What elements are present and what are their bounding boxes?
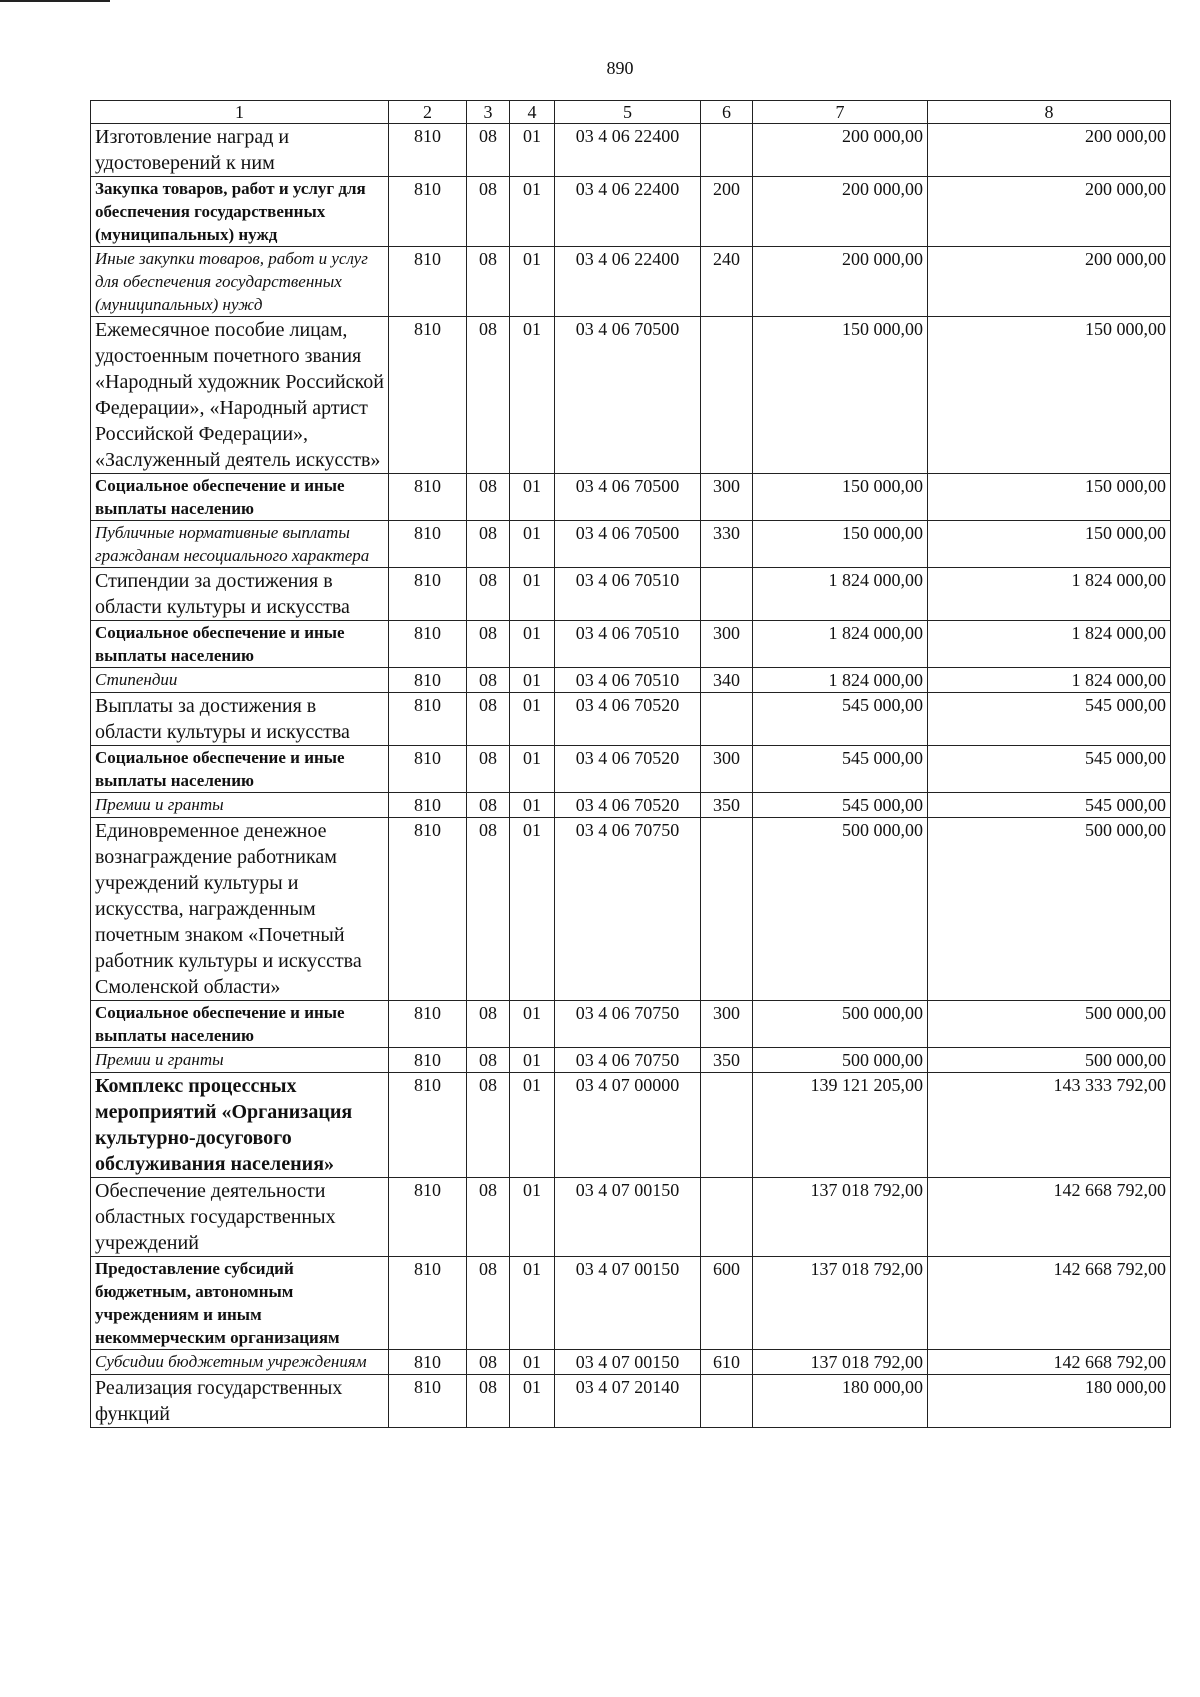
row-ministry-code: 810 xyxy=(389,177,467,247)
row-ministry-code: 810 xyxy=(389,621,467,668)
row-ministry-code: 810 xyxy=(389,568,467,621)
row-amount-year-2: 180 000,00 xyxy=(928,1375,1171,1428)
table-body xyxy=(91,101,1171,1428)
column-header-7: 7 xyxy=(753,101,928,124)
row-amount-year-2: 150 000,00 xyxy=(928,317,1171,474)
row-target-article: 03 4 07 20140 xyxy=(555,1375,701,1428)
row-expense-type: 300 xyxy=(701,474,753,521)
row-subsection-code: 01 xyxy=(510,746,555,793)
row-amount-year-2: 150 000,00 xyxy=(928,521,1171,568)
table-row xyxy=(91,1073,1171,1178)
row-name: Единовременное денежное вознаграждение работникам учреждений культуры и искусства, награжденным почетным знаком «Почетный работник культуры и искусства Смоленской области» xyxy=(91,818,389,1001)
table-row xyxy=(91,521,1171,568)
row-expense-type xyxy=(701,693,753,746)
table-row xyxy=(91,568,1171,621)
row-amount-year-2: 1 824 000,00 xyxy=(928,621,1171,668)
row-expense-type: 340 xyxy=(701,668,753,693)
column-header-2: 2 xyxy=(389,101,467,124)
row-expense-type xyxy=(701,317,753,474)
table-row xyxy=(91,621,1171,668)
row-subsection-code: 01 xyxy=(510,474,555,521)
row-ministry-code: 810 xyxy=(389,818,467,1001)
row-amount-year-2: 150 000,00 xyxy=(928,474,1171,521)
row-expense-type: 600 xyxy=(701,1257,753,1350)
row-ministry-code: 810 xyxy=(389,1178,467,1257)
table-row xyxy=(91,247,1171,317)
row-amount-year-1: 545 000,00 xyxy=(753,693,928,746)
row-subsection-code: 01 xyxy=(510,247,555,317)
column-header-5: 5 xyxy=(555,101,701,124)
row-target-article: 03 4 06 70750 xyxy=(555,818,701,1001)
row-amount-year-2: 142 668 792,00 xyxy=(928,1350,1171,1375)
row-target-article: 03 4 06 70510 xyxy=(555,621,701,668)
row-name: Обеспечение деятельности областных государственных учреждений xyxy=(91,1178,389,1257)
row-section-code: 08 xyxy=(467,177,510,247)
row-expense-type: 350 xyxy=(701,793,753,818)
page-number: 890 xyxy=(606,58,634,78)
row-section-code: 08 xyxy=(467,1178,510,1257)
row-subsection-code: 01 xyxy=(510,818,555,1001)
row-ministry-code: 810 xyxy=(389,317,467,474)
row-ministry-code: 810 xyxy=(389,746,467,793)
row-expense-type xyxy=(701,568,753,621)
row-section-code: 08 xyxy=(467,1048,510,1073)
column-header-3: 3 xyxy=(467,101,510,124)
row-subsection-code: 01 xyxy=(510,1350,555,1375)
row-expense-type: 300 xyxy=(701,746,753,793)
row-section-code: 08 xyxy=(467,746,510,793)
row-subsection-code: 01 xyxy=(510,124,555,177)
row-name: Стипендии за достижения в области культуры и искусства xyxy=(91,568,389,621)
row-ministry-code: 810 xyxy=(389,247,467,317)
row-amount-year-1: 500 000,00 xyxy=(753,818,928,1001)
row-target-article: 03 4 06 70500 xyxy=(555,521,701,568)
row-name: Иные закупки товаров, работ и услуг для обеспечения государственных (муниципальных) нужд xyxy=(91,247,389,317)
top-rule xyxy=(0,0,110,2)
row-section-code: 08 xyxy=(467,1257,510,1350)
row-expense-type xyxy=(701,124,753,177)
budget-table xyxy=(90,100,1171,1428)
row-section-code: 08 xyxy=(467,568,510,621)
row-amount-year-1: 500 000,00 xyxy=(753,1001,928,1048)
table-row xyxy=(91,1257,1171,1350)
row-name: Комплекс процессных мероприятий «Организация культурно-досугового обслуживания населения» xyxy=(91,1073,389,1178)
row-amount-year-2: 545 000,00 xyxy=(928,793,1171,818)
row-section-code: 08 xyxy=(467,693,510,746)
row-amount-year-1: 1 824 000,00 xyxy=(753,621,928,668)
row-amount-year-1: 545 000,00 xyxy=(753,746,928,793)
row-section-code: 08 xyxy=(467,1375,510,1428)
row-ministry-code: 810 xyxy=(389,1375,467,1428)
row-amount-year-1: 200 000,00 xyxy=(753,124,928,177)
row-expense-type: 200 xyxy=(701,177,753,247)
row-amount-year-1: 150 000,00 xyxy=(753,317,928,474)
row-amount-year-1: 150 000,00 xyxy=(753,521,928,568)
table-row xyxy=(91,124,1171,177)
row-target-article: 03 4 07 00150 xyxy=(555,1178,701,1257)
row-expense-type: 300 xyxy=(701,621,753,668)
row-target-article: 03 4 06 22400 xyxy=(555,177,701,247)
row-ministry-code: 810 xyxy=(389,474,467,521)
row-expense-type xyxy=(701,1073,753,1178)
row-subsection-code: 01 xyxy=(510,1375,555,1428)
row-amount-year-1: 150 000,00 xyxy=(753,474,928,521)
row-ministry-code: 810 xyxy=(389,793,467,818)
row-section-code: 08 xyxy=(467,818,510,1001)
row-name: Изготовление наград и удостоверений к ним xyxy=(91,124,389,177)
row-amount-year-1: 1 824 000,00 xyxy=(753,568,928,621)
row-amount-year-1: 180 000,00 xyxy=(753,1375,928,1428)
column-header-8: 8 xyxy=(928,101,1171,124)
row-subsection-code: 01 xyxy=(510,1048,555,1073)
row-amount-year-2: 500 000,00 xyxy=(928,1001,1171,1048)
table-row xyxy=(91,1375,1171,1428)
row-name: Закупка товаров, работ и услуг для обеспечения государственных (муниципальных) нужд xyxy=(91,177,389,247)
row-amount-year-1: 200 000,00 xyxy=(753,247,928,317)
row-expense-type: 300 xyxy=(701,1001,753,1048)
row-expense-type xyxy=(701,1375,753,1428)
row-target-article: 03 4 06 22400 xyxy=(555,247,701,317)
row-subsection-code: 01 xyxy=(510,317,555,474)
row-expense-type: 240 xyxy=(701,247,753,317)
row-section-code: 08 xyxy=(467,668,510,693)
row-name: Социальное обеспечение и иные выплаты населению xyxy=(91,621,389,668)
row-section-code: 08 xyxy=(467,247,510,317)
column-header-1: 1 xyxy=(91,101,389,124)
row-amount-year-2: 500 000,00 xyxy=(928,1048,1171,1073)
row-section-code: 08 xyxy=(467,474,510,521)
row-amount-year-2: 200 000,00 xyxy=(928,247,1171,317)
row-section-code: 08 xyxy=(467,1001,510,1048)
table-row xyxy=(91,818,1171,1001)
row-target-article: 03 4 06 70520 xyxy=(555,793,701,818)
row-name: Премии и гранты xyxy=(91,1048,389,1073)
row-name: Предоставление субсидий бюджетным, автономным учреждениям и иным некоммерческим организациям xyxy=(91,1257,389,1350)
row-amount-year-2: 545 000,00 xyxy=(928,693,1171,746)
row-amount-year-1: 545 000,00 xyxy=(753,793,928,818)
row-section-code: 08 xyxy=(467,124,510,177)
row-target-article: 03 4 07 00150 xyxy=(555,1350,701,1375)
row-ministry-code: 810 xyxy=(389,1001,467,1048)
row-amount-year-2: 1 824 000,00 xyxy=(928,568,1171,621)
table-row xyxy=(91,1001,1171,1048)
row-ministry-code: 810 xyxy=(389,1048,467,1073)
row-amount-year-2: 142 668 792,00 xyxy=(928,1257,1171,1350)
row-name: Реализация государственных функций xyxy=(91,1375,389,1428)
table-row xyxy=(91,1048,1171,1073)
row-target-article: 03 4 06 70750 xyxy=(555,1001,701,1048)
row-target-article: 03 4 07 00150 xyxy=(555,1257,701,1350)
row-amount-year-1: 200 000,00 xyxy=(753,177,928,247)
row-subsection-code: 01 xyxy=(510,1001,555,1048)
row-subsection-code: 01 xyxy=(510,668,555,693)
row-target-article: 03 4 06 70510 xyxy=(555,668,701,693)
table-row xyxy=(91,474,1171,521)
row-subsection-code: 01 xyxy=(510,521,555,568)
row-expense-type: 330 xyxy=(701,521,753,568)
table-row xyxy=(91,177,1171,247)
row-ministry-code: 810 xyxy=(389,521,467,568)
row-subsection-code: 01 xyxy=(510,693,555,746)
row-subsection-code: 01 xyxy=(510,1073,555,1178)
row-amount-year-1: 137 018 792,00 xyxy=(753,1178,928,1257)
row-expense-type: 350 xyxy=(701,1048,753,1073)
row-section-code: 08 xyxy=(467,793,510,818)
row-expense-type xyxy=(701,1178,753,1257)
table-row xyxy=(91,793,1171,818)
row-subsection-code: 01 xyxy=(510,1178,555,1257)
column-header-6: 6 xyxy=(701,101,753,124)
row-amount-year-1: 139 121 205,00 xyxy=(753,1073,928,1178)
row-expense-type xyxy=(701,818,753,1001)
row-target-article: 03 4 06 70500 xyxy=(555,474,701,521)
table-row xyxy=(91,693,1171,746)
row-amount-year-2: 1 824 000,00 xyxy=(928,668,1171,693)
row-target-article: 03 4 07 00000 xyxy=(555,1073,701,1178)
row-name: Социальное обеспечение и иные выплаты населению xyxy=(91,474,389,521)
row-amount-year-1: 137 018 792,00 xyxy=(753,1350,928,1375)
table-row xyxy=(91,1178,1171,1257)
row-ministry-code: 810 xyxy=(389,124,467,177)
row-target-article: 03 4 06 22400 xyxy=(555,124,701,177)
row-section-code: 08 xyxy=(467,521,510,568)
row-amount-year-2: 200 000,00 xyxy=(928,177,1171,247)
row-name: Социальное обеспечение и иные выплаты населению xyxy=(91,1001,389,1048)
row-subsection-code: 01 xyxy=(510,177,555,247)
column-header-4: 4 xyxy=(510,101,555,124)
row-ministry-code: 810 xyxy=(389,1073,467,1178)
row-target-article: 03 4 06 70520 xyxy=(555,746,701,793)
row-name: Ежемесячное пособие лицам, удостоенным почетного звания «Народный художник Российской Федерации», «Народный артист Российской Федерации», «Заслуженный деятель искусств» xyxy=(91,317,389,474)
row-name: Публичные нормативные выплаты гражданам несоциального характера xyxy=(91,521,389,568)
row-amount-year-1: 1 824 000,00 xyxy=(753,668,928,693)
row-amount-year-2: 545 000,00 xyxy=(928,746,1171,793)
row-name: Субсидии бюджетным учреждениям xyxy=(91,1350,389,1375)
row-target-article: 03 4 06 70520 xyxy=(555,693,701,746)
row-target-article: 03 4 06 70510 xyxy=(555,568,701,621)
row-ministry-code: 810 xyxy=(389,693,467,746)
row-expense-type: 610 xyxy=(701,1350,753,1375)
row-target-article: 03 4 06 70750 xyxy=(555,1048,701,1073)
row-target-article: 03 4 06 70500 xyxy=(555,317,701,474)
row-ministry-code: 810 xyxy=(389,1350,467,1375)
row-amount-year-2: 500 000,00 xyxy=(928,818,1171,1001)
row-name: Премии и гранты xyxy=(91,793,389,818)
table-row xyxy=(91,668,1171,693)
row-section-code: 08 xyxy=(467,1073,510,1178)
row-subsection-code: 01 xyxy=(510,568,555,621)
row-subsection-code: 01 xyxy=(510,621,555,668)
row-ministry-code: 810 xyxy=(389,1257,467,1350)
row-name: Выплаты за достижения в области культуры и искусства xyxy=(91,693,389,746)
row-section-code: 08 xyxy=(467,317,510,474)
row-section-code: 08 xyxy=(467,1350,510,1375)
table-row xyxy=(91,746,1171,793)
row-section-code: 08 xyxy=(467,621,510,668)
header-row xyxy=(91,101,1171,124)
row-subsection-code: 01 xyxy=(510,1257,555,1350)
row-amount-year-2: 200 000,00 xyxy=(928,124,1171,177)
row-ministry-code: 810 xyxy=(389,668,467,693)
row-subsection-code: 01 xyxy=(510,793,555,818)
row-name: Стипендии xyxy=(91,668,389,693)
row-name: Социальное обеспечение и иные выплаты населению xyxy=(91,746,389,793)
table-row xyxy=(91,1350,1171,1375)
row-amount-year-2: 143 333 792,00 xyxy=(928,1073,1171,1178)
table-row xyxy=(91,317,1171,474)
row-amount-year-1: 500 000,00 xyxy=(753,1048,928,1073)
row-amount-year-1: 137 018 792,00 xyxy=(753,1257,928,1350)
row-amount-year-2: 142 668 792,00 xyxy=(928,1178,1171,1257)
